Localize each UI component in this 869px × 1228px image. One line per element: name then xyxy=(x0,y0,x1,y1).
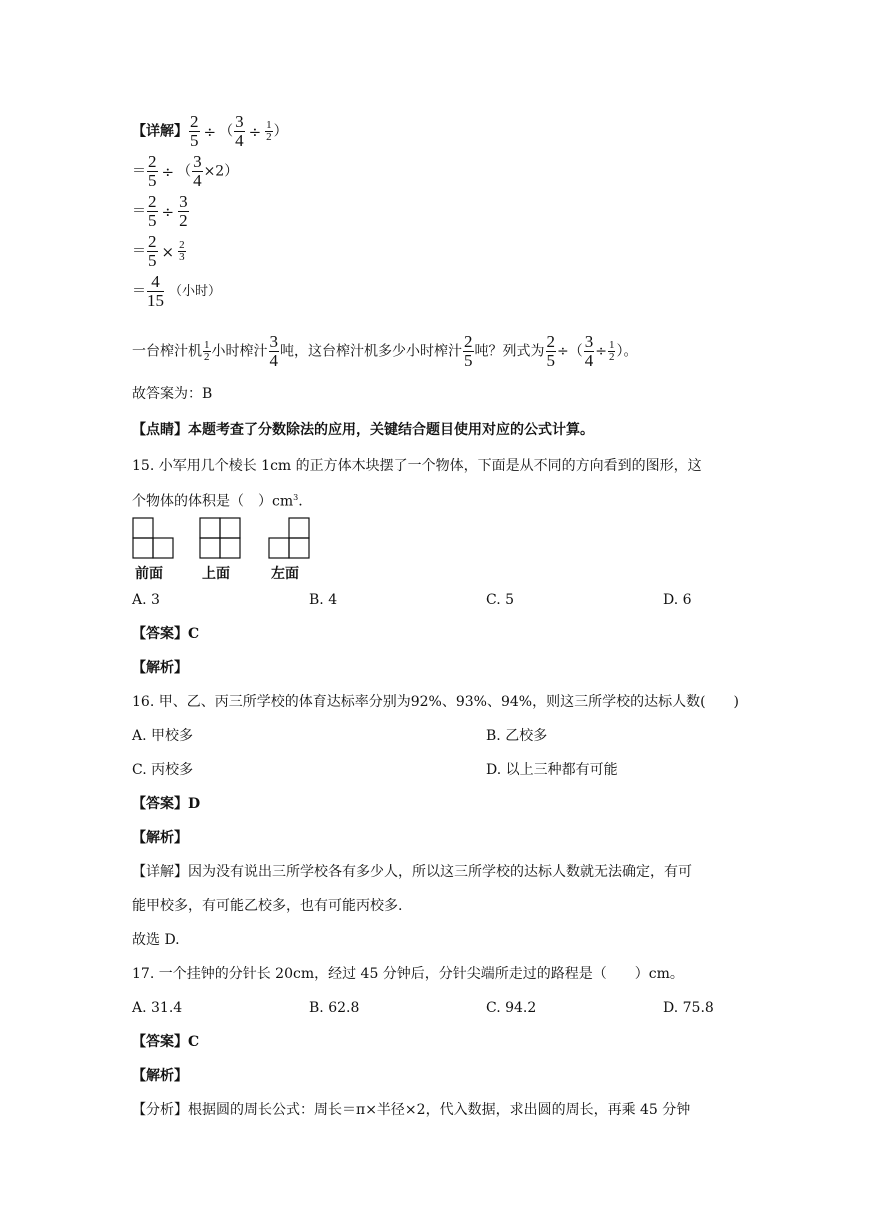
q16-analysis: 【解析】 xyxy=(132,830,188,846)
q16-choose: 故选 D. xyxy=(132,932,180,948)
q16-stem: 16. 甲、乙、丙三所学校的体育达标率分别为92%、93%、94%，则这三所学校的达标人数( ) xyxy=(132,694,739,710)
q15-stem-line1: 15. 小军用几个棱长 1cm 的正方体木块摆了一个物体，下面是从不同的方向看到的图形，这 xyxy=(132,458,702,474)
detail-sentence: 一台榨汁机 $\frac{1}{2}$ 小时榨汁 $\frac{3}{4}$ 吨，这台榨汁机多少小时榨汁 $\frac{2}{5}$ 吨？列式为 $\frac{2}{5}$ ÷（ $\frac{3}{4}$ ÷ $\frac{1}{2}$ ）。 xyxy=(132,332,638,370)
fraction: $\frac{2}{5}$ xyxy=(148,232,157,270)
fraction: $\frac{1}{2}$ xyxy=(266,119,272,143)
cell xyxy=(133,538,153,558)
cell xyxy=(220,518,240,538)
fraction: $\frac{3}{4}$ xyxy=(235,112,244,150)
q15-stem-line2: 个物体的体积是（ ）$cm^3$. xyxy=(132,493,303,510)
q17-answer: 【答案】C xyxy=(132,1034,200,1050)
q15-option-a: A. 3 xyxy=(132,592,160,608)
q16-option-a: A. 甲校多 xyxy=(132,728,194,744)
fraction: $\frac{3}{4}$ xyxy=(193,152,202,190)
detail-tag: 【详解】 xyxy=(132,123,188,140)
fraction: $\frac{2}{5}$ xyxy=(190,112,199,150)
q16-option-b: B. 乙校多 xyxy=(486,728,548,744)
q15-option-d: D. 6 xyxy=(663,592,692,608)
detail-row-4: ＝ $\frac{2}{5}$ × $\frac{2}{3}$ xyxy=(132,232,185,270)
answer-line: 故答案为：B xyxy=(132,386,213,402)
fraction: $\frac{2}{5}$ xyxy=(148,192,157,230)
q16-option-c: C. 丙校多 xyxy=(132,762,194,778)
cell xyxy=(289,518,309,538)
fraction: $\frac{2}{3}$ xyxy=(179,239,185,263)
q17-stem: 17. 一个挂钟的分针长 20cm，经过 45 分钟后，分针尖端所走过的路程是（ ）cm。 xyxy=(132,966,684,982)
q15-option-c: C. 5 xyxy=(486,592,515,608)
views-drawing xyxy=(132,515,332,563)
cell xyxy=(153,538,173,558)
detail-row-2: ＝ $\frac{2}{5}$ ÷ （ $\frac{3}{4}$ ×2） xyxy=(132,152,239,190)
q17-analysis: 【解析】 xyxy=(132,1068,188,1084)
cell xyxy=(200,538,220,558)
fraction: $\frac{4}{15}$ xyxy=(147,272,164,310)
cell xyxy=(133,518,153,538)
q16-option-d: D. 以上三种都有可能 xyxy=(486,762,618,778)
q16-answer: 【答案】D xyxy=(132,796,201,812)
comment-line: 【点睛】本题考查了分数除法的应用，关键结合题目使用对应的公式计算。 xyxy=(132,422,594,438)
q17-analysis-detail: 【分析】根据圆的周长公式：周长＝π×半径×2，代入数据，求出圆的周长，再乘 45 分钟 xyxy=(132,1102,691,1118)
q15-answer: 【答案】C xyxy=(132,626,200,642)
q15-views-figure xyxy=(132,515,332,581)
q17-option-c: C. 94.2 xyxy=(486,1000,537,1016)
fraction: $\frac{3}{2}$ xyxy=(179,192,188,230)
detail-row-5: ＝ $\frac{4}{15}$ （小时） xyxy=(132,272,222,310)
q15-analysis: 【解析】 xyxy=(132,660,188,676)
cell xyxy=(269,538,289,558)
q16-detail-line1: 【详解】因为没有说出三所学校各有多少人，所以这三所学校的达标人数就无法确定，有可 xyxy=(132,864,692,880)
q15-option-b: B. 4 xyxy=(309,592,338,608)
cell xyxy=(220,538,240,558)
view-label-front: 前面 xyxy=(135,566,163,582)
detail-row-3: ＝ $\frac{2}{5}$ ÷ $\frac{3}{2}$ xyxy=(132,192,188,230)
detail-row-1: 【详解】 $\frac{2}{5}$ ÷ （ $\frac{3}{4}$ ÷ $\frac{1}{2}$ ） xyxy=(132,112,288,150)
cell xyxy=(289,538,309,558)
q17-option-a: A. 31.4 xyxy=(132,1000,183,1016)
fraction: $\frac{2}{5}$ xyxy=(148,152,157,190)
view-label-top: 上面 xyxy=(202,566,230,582)
q17-option-d: D. 75.8 xyxy=(663,1000,714,1016)
q17-option-b: B. 62.8 xyxy=(309,1000,360,1016)
view-label-left: 左面 xyxy=(271,566,299,582)
q16-detail-line2: 能甲校多，有可能乙校多，也有可能丙校多. xyxy=(132,898,403,914)
cell xyxy=(200,518,220,538)
